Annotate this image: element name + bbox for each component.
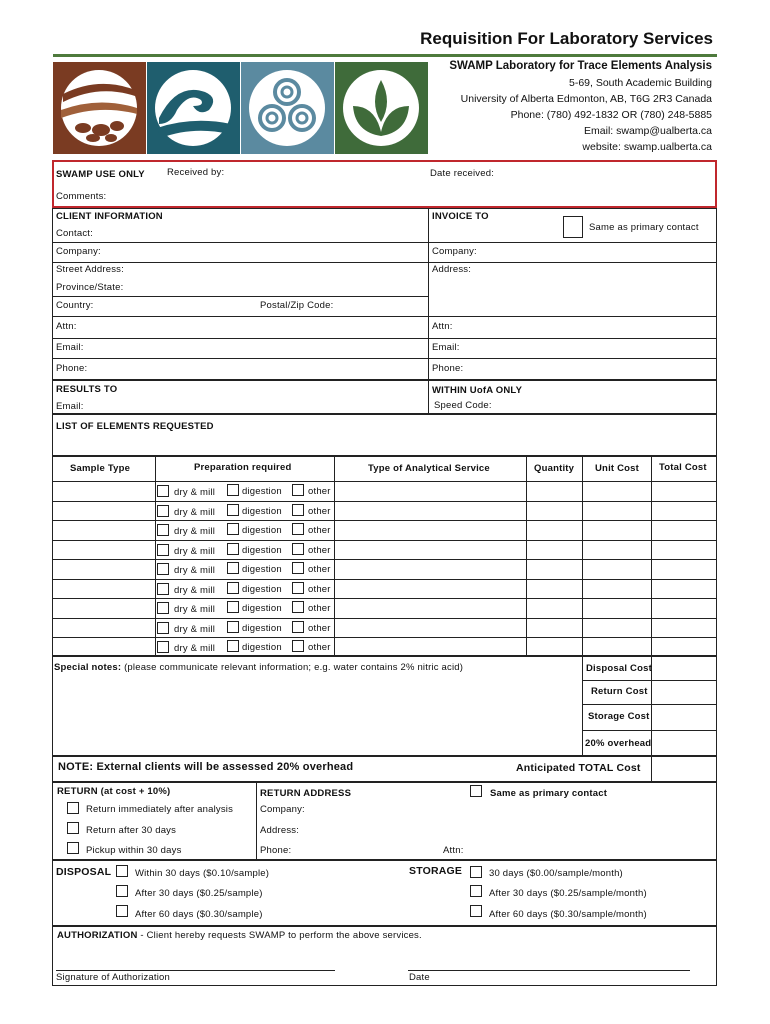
prep-digestion-checkbox[interactable] bbox=[227, 562, 239, 574]
lab-name: SWAMP Laboratory for Trace Elements Analysis bbox=[449, 60, 712, 72]
prep-other-checkbox[interactable] bbox=[292, 562, 304, 574]
prep-digestion-label: digestion bbox=[242, 584, 282, 595]
invoice-address-field[interactable]: Address: bbox=[432, 264, 472, 275]
client-info-heading: CLIENT INFORMATION bbox=[56, 211, 163, 222]
results-block bbox=[52, 380, 717, 414]
special-notes-label: Special notes: bbox=[54, 662, 122, 673]
disposal-opt1-checkbox[interactable] bbox=[116, 865, 128, 877]
speed-code-field[interactable]: Speed Code: bbox=[434, 400, 492, 411]
prep-digestion-checkbox[interactable] bbox=[227, 601, 239, 613]
client-street-field[interactable]: Street Address: bbox=[56, 264, 124, 275]
prep-other-label: other bbox=[308, 486, 331, 497]
authorization-label: AUTHORIZATION bbox=[57, 930, 138, 941]
disposal-opt3-label: After 60 days ($0.30/sample) bbox=[135, 909, 263, 920]
col-quantity: Quantity bbox=[534, 463, 575, 474]
date-label: Date bbox=[409, 972, 430, 983]
special-notes-text: (please communicate relevant information; e.g. water contains 2% nitric acid) bbox=[124, 662, 464, 673]
return-same-as-checkbox[interactable] bbox=[470, 785, 482, 797]
logo-air-panel bbox=[241, 62, 334, 154]
prep-digestion-checkbox[interactable] bbox=[227, 484, 239, 496]
lab-website: website: swamp.ualberta.ca bbox=[582, 141, 712, 153]
return-heading: RETURN (at cost + 10%) bbox=[57, 786, 171, 797]
prep-digestion-label: digestion bbox=[242, 545, 282, 556]
prep-digestion-label: digestion bbox=[242, 642, 282, 653]
client-country-field[interactable]: Country: bbox=[56, 300, 94, 311]
disposal-opt2-checkbox[interactable] bbox=[116, 885, 128, 897]
prep-dry-checkbox[interactable] bbox=[157, 524, 169, 536]
return-attn-field[interactable]: Attn: bbox=[443, 845, 464, 856]
date-received-label[interactable]: Date received: bbox=[430, 168, 495, 179]
client-email-field[interactable]: Email: bbox=[56, 342, 84, 353]
client-contact-field[interactable]: Contact: bbox=[56, 228, 93, 239]
storage-opt3-label: After 60 days ($0.30/sample/month) bbox=[489, 909, 647, 920]
storage-heading: STORAGE bbox=[409, 865, 463, 877]
storage-cost-label: Storage Cost bbox=[588, 711, 650, 722]
prep-digestion-label: digestion bbox=[242, 486, 282, 497]
results-email-field[interactable]: Email: bbox=[56, 401, 84, 412]
air-swirl-icon bbox=[241, 62, 334, 154]
return-pickup-label: Pickup within 30 days bbox=[86, 845, 182, 856]
prep-dry-checkbox[interactable] bbox=[157, 505, 169, 517]
client-province-field[interactable]: Province/State: bbox=[56, 282, 124, 293]
prep-dry-checkbox[interactable] bbox=[157, 641, 169, 653]
col-preparation: Preparation required bbox=[194, 462, 292, 473]
prep-other-label: other bbox=[308, 584, 331, 595]
prep-other-checkbox[interactable] bbox=[292, 601, 304, 613]
prep-other-label: other bbox=[308, 642, 331, 653]
prep-other-checkbox[interactable] bbox=[292, 504, 304, 516]
prep-digestion-label: digestion bbox=[242, 525, 282, 536]
disposal-heading: DISPOSAL bbox=[56, 866, 112, 878]
prep-dry-checkbox[interactable] bbox=[157, 485, 169, 497]
prep-dry-label: dry & mill bbox=[174, 585, 216, 596]
return-address-heading: RETURN ADDRESS bbox=[260, 788, 352, 799]
water-wave-icon bbox=[147, 62, 240, 154]
prep-other-checkbox[interactable] bbox=[292, 640, 304, 652]
lab-email: Email: swamp@ualberta.ca bbox=[584, 125, 712, 137]
invoice-same-as-label: Same as primary contact bbox=[589, 222, 699, 233]
disposal-cost-label: Disposal Cost bbox=[586, 663, 652, 674]
prep-dry-label: dry & mill bbox=[174, 507, 216, 518]
overhead-note: NOTE: External clients will be assessed 20% overhead bbox=[58, 761, 354, 773]
client-phone-field[interactable]: Phone: bbox=[56, 363, 88, 374]
prep-digestion-checkbox[interactable] bbox=[227, 543, 239, 555]
authorization-statement bbox=[57, 930, 422, 941]
return-immediately-label: Return immediately after analysis bbox=[86, 804, 234, 815]
samples-table bbox=[52, 456, 717, 656]
prep-digestion-label: digestion bbox=[242, 603, 282, 614]
storage-opt3-checkbox[interactable] bbox=[470, 905, 482, 917]
storage-opt1-checkbox[interactable] bbox=[470, 866, 482, 878]
return-company-field[interactable]: Company: bbox=[260, 804, 305, 815]
prep-dry-checkbox[interactable] bbox=[157, 602, 169, 614]
prep-dry-label: dry & mill bbox=[174, 565, 216, 576]
return-after30-label: Return after 30 days bbox=[86, 825, 177, 836]
invoice-company-field[interactable]: Company: bbox=[432, 246, 477, 257]
prep-other-checkbox[interactable] bbox=[292, 582, 304, 594]
invoice-attn-field[interactable]: Attn: bbox=[432, 321, 453, 332]
storage-opt2-checkbox[interactable] bbox=[470, 885, 482, 897]
return-immediately-checkbox[interactable] bbox=[67, 802, 79, 814]
prep-other-label: other bbox=[308, 525, 331, 536]
earth-layers-icon bbox=[53, 62, 146, 154]
return-pickup-checkbox[interactable] bbox=[67, 842, 79, 854]
elements-heading[interactable]: LIST OF ELEMENTS REQUESTED bbox=[56, 421, 214, 432]
leaf-icon bbox=[335, 62, 428, 154]
prep-dry-label: dry & mill bbox=[174, 624, 216, 635]
prep-dry-label: dry & mill bbox=[174, 526, 216, 537]
signature-label: Signature of Authorization bbox=[56, 972, 170, 983]
prep-dry-checkbox[interactable] bbox=[157, 583, 169, 595]
prep-other-checkbox[interactable] bbox=[292, 484, 304, 496]
comments-label[interactable]: Comments: bbox=[56, 191, 107, 202]
within-uofa-heading: WITHIN UofA ONLY bbox=[432, 385, 523, 396]
prep-dry-checkbox[interactable] bbox=[157, 544, 169, 556]
prep-digestion-checkbox[interactable] bbox=[227, 640, 239, 652]
invoice-phone-field[interactable]: Phone: bbox=[432, 363, 464, 374]
invoice-heading: INVOICE TO bbox=[432, 211, 489, 222]
signature-line[interactable] bbox=[56, 970, 335, 971]
prep-other-label: other bbox=[308, 603, 331, 614]
disposal-opt1-label: Within 30 days ($0.10/sample) bbox=[135, 868, 270, 879]
disposal-opt3-checkbox[interactable] bbox=[116, 905, 128, 917]
invoice-same-as-checkbox[interactable] bbox=[563, 216, 583, 238]
overhead-label: 20% overhead bbox=[585, 738, 652, 749]
header-rule bbox=[53, 54, 717, 57]
col-analytical-service: Type of Analytical Service bbox=[368, 463, 490, 474]
prep-dry-label: dry & mill bbox=[174, 604, 216, 615]
client-company-field[interactable]: Company: bbox=[56, 246, 101, 257]
return-phone-field[interactable]: Phone: bbox=[260, 845, 292, 856]
col-unit-cost: Unit Cost bbox=[595, 463, 640, 474]
prep-other-label: other bbox=[308, 623, 331, 634]
prep-digestion-label: digestion bbox=[242, 564, 282, 575]
client-postal-field[interactable]: Postal/Zip Code: bbox=[260, 300, 334, 311]
col-sample-type: Sample Type bbox=[70, 463, 131, 474]
logo-water-panel bbox=[147, 62, 240, 154]
swamp-use-box bbox=[52, 160, 717, 208]
prep-digestion-checkbox[interactable] bbox=[227, 621, 239, 633]
col-total-cost: Total Cost bbox=[659, 462, 707, 473]
authorization-text: - Client hereby requests SWAMP to perform the above services. bbox=[137, 930, 422, 941]
results-heading: RESULTS TO bbox=[56, 384, 118, 395]
prep-digestion-label: digestion bbox=[242, 623, 282, 634]
client-invoice-block bbox=[52, 208, 717, 380]
prep-other-checkbox[interactable] bbox=[292, 543, 304, 555]
prep-other-label: other bbox=[308, 545, 331, 556]
return-same-as-label: Same as primary contact bbox=[490, 788, 608, 799]
prep-digestion-checkbox[interactable] bbox=[227, 582, 239, 594]
prep-other-label: other bbox=[308, 564, 331, 575]
lab-phone: Phone: (780) 492-1832 OR (780) 248-5885 bbox=[510, 109, 712, 121]
prep-dry-checkbox[interactable] bbox=[157, 622, 169, 634]
prep-other-label: other bbox=[308, 506, 331, 517]
client-attn-field[interactable]: Attn: bbox=[56, 321, 77, 332]
invoice-email-field[interactable]: Email: bbox=[432, 342, 460, 353]
prep-digestion-checkbox[interactable] bbox=[227, 523, 239, 535]
storage-opt2-label: After 30 days ($0.25/sample/month) bbox=[489, 888, 647, 899]
return-address-field[interactable]: Address: bbox=[260, 825, 300, 836]
prep-dry-label: dry & mill bbox=[174, 546, 216, 557]
logo-earth-panel bbox=[53, 62, 146, 154]
page-title: Requisition For Laboratory Services bbox=[420, 29, 713, 48]
prep-dry-checkbox[interactable] bbox=[157, 563, 169, 575]
return-cost-label: Return Cost bbox=[591, 686, 648, 697]
lab-address-line1: 5-69, South Academic Building bbox=[568, 77, 712, 89]
disposal-opt2-label: After 30 days ($0.25/sample) bbox=[135, 888, 263, 899]
swamp-use-label: SWAMP USE ONLY bbox=[56, 169, 145, 180]
special-notes[interactable] bbox=[54, 662, 463, 673]
storage-opt1-label: 30 days ($0.00/sample/month) bbox=[489, 868, 623, 879]
date-line[interactable] bbox=[408, 970, 690, 971]
prep-dry-label: dry & mill bbox=[174, 643, 216, 654]
lab-address-line2: University of Alberta Edmonton, AB, T6G 2R3 Canada bbox=[460, 93, 712, 105]
prep-digestion-checkbox[interactable] bbox=[227, 504, 239, 516]
prep-dry-label: dry & mill bbox=[174, 487, 216, 498]
return-after30-checkbox[interactable] bbox=[67, 822, 79, 834]
prep-other-checkbox[interactable] bbox=[292, 523, 304, 535]
anticipated-total-label: Anticipated TOTAL Cost bbox=[516, 762, 641, 774]
prep-digestion-label: digestion bbox=[242, 506, 282, 517]
received-by-label[interactable]: Received by: bbox=[167, 167, 225, 178]
prep-other-checkbox[interactable] bbox=[292, 621, 304, 633]
logo-plant-panel bbox=[335, 62, 428, 154]
